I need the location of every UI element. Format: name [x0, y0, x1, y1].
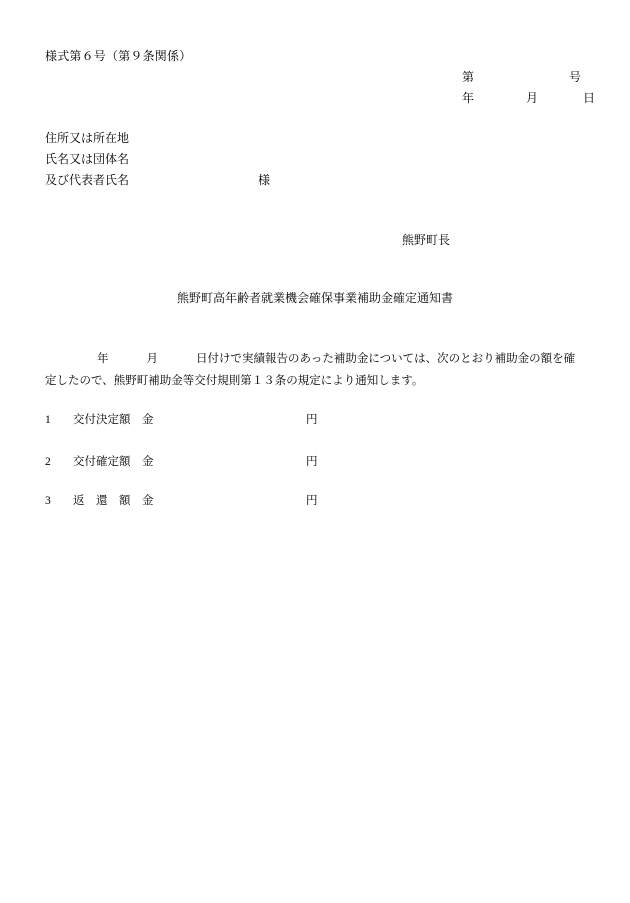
- body-month: 月: [146, 353, 158, 365]
- list-item: [45, 411, 154, 427]
- recipient-name-label: 氏名又は団体名: [45, 152, 130, 166]
- date-line: [462, 89, 595, 106]
- item-number: 1: [45, 414, 51, 426]
- item-number: 3: [45, 495, 51, 507]
- list-item: [45, 453, 154, 469]
- item-label: 交付決定額 金: [73, 414, 154, 426]
- recipient-address-label: 住所又は所在地: [45, 131, 130, 145]
- recipient-representative-label: 及び代表者氏名: [45, 173, 130, 187]
- number-suffix: 号: [569, 70, 582, 84]
- issuer-title: 熊野町長: [402, 233, 451, 247]
- item-label: 返 還 額 金: [73, 495, 154, 507]
- list-item: [45, 492, 154, 508]
- body-line-1-text: 日付けで実績報告のあった補助金については、次のとおり補助金の額を確: [196, 353, 576, 365]
- date-day: 日: [583, 91, 596, 105]
- item-unit: 円: [306, 414, 318, 426]
- recipient-honorific: 様: [258, 173, 271, 187]
- body-line-1: [45, 350, 575, 366]
- number-prefix: 第: [462, 70, 475, 84]
- document-title: 熊野町高年齢者就業機会確保事業補助金確定通知書: [176, 291, 453, 305]
- item-unit: 円: [306, 495, 318, 507]
- form-number: 様式第６号（第９条関係）: [45, 49, 192, 63]
- item-unit: 円: [306, 456, 318, 468]
- date-month: 月: [526, 91, 539, 105]
- body-year: 年: [97, 353, 109, 365]
- item-label: 交付確定額 金: [73, 456, 154, 468]
- date-year: 年: [462, 91, 475, 105]
- item-number: 2: [45, 456, 51, 468]
- number-line: [462, 68, 581, 85]
- body-line-2: 定したので、熊野町補助金等交付規則第１３条の規定により通知します。: [45, 375, 424, 387]
